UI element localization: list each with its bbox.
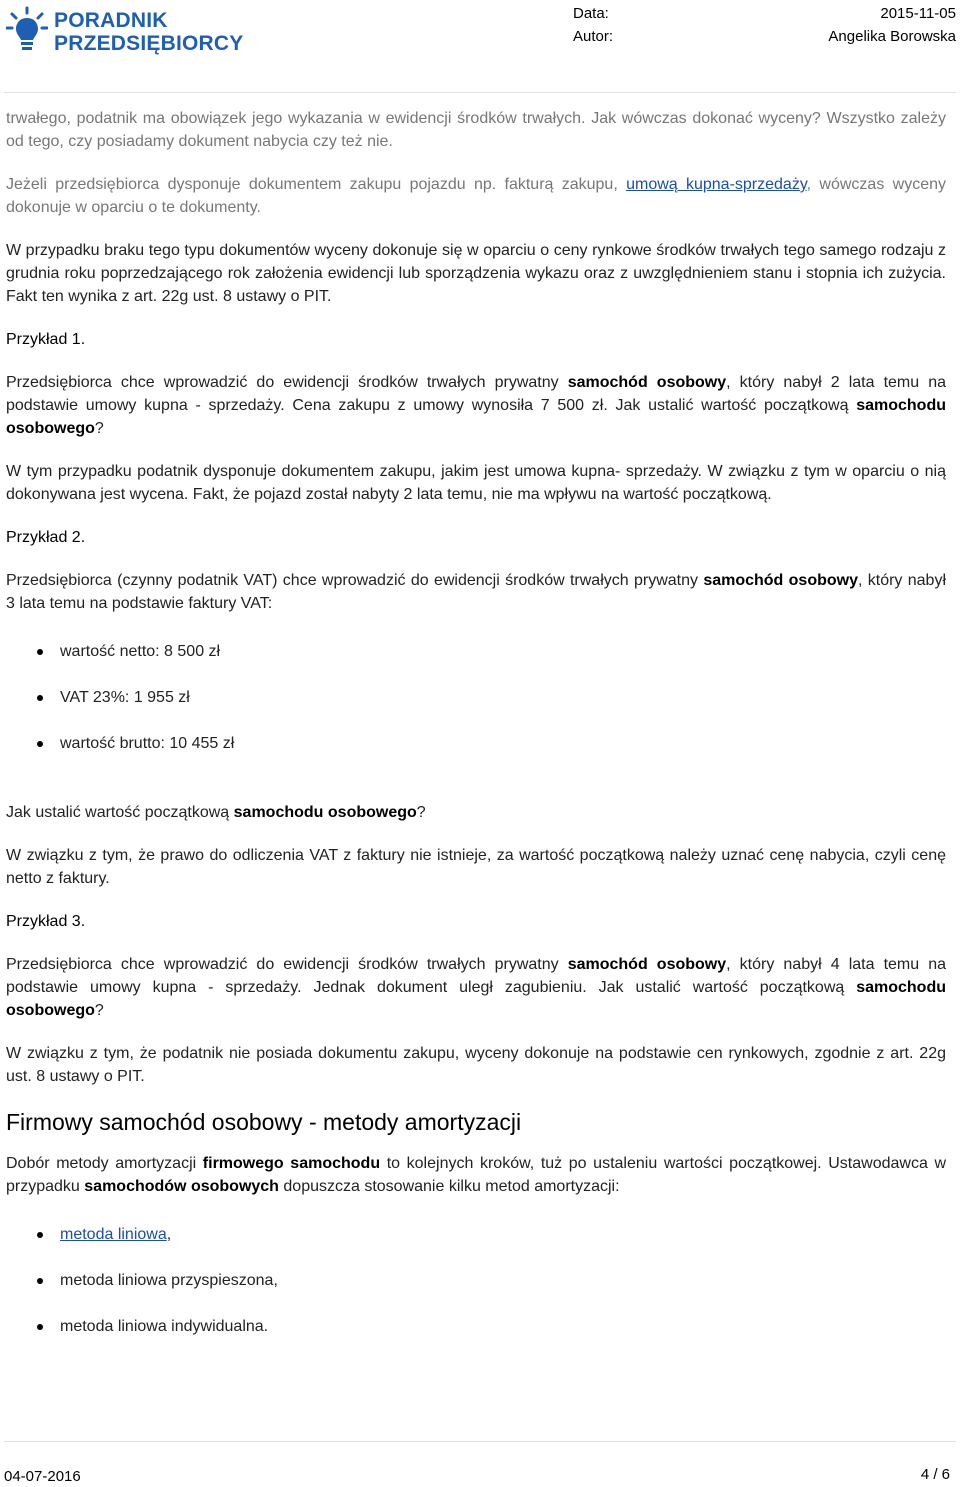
footer-divider bbox=[4, 1441, 956, 1442]
bold-text: samochód osobowy bbox=[703, 572, 858, 589]
section-heading: Firmowy samochód osobowy - metody amortyzacji bbox=[6, 1109, 522, 1135]
article-body bbox=[6, 107, 946, 1361]
list-item: metoda liniowa indywidualna. bbox=[6, 1315, 946, 1338]
page-header bbox=[0, 0, 960, 92]
text-span: , który nabył 4 lata temu na podstawie umowy kupna - sprzedaży. Jednak dokument uległ zagubieniu. Jak ustalić wartość początkową bbox=[6, 956, 947, 996]
logo-text bbox=[54, 9, 244, 55]
list-item: wartość netto: 8 500 zł bbox=[6, 640, 946, 663]
text-span: ? bbox=[416, 804, 426, 821]
text-span: Przedsiębiorca chce wprowadzić do ewidencji środków trwałych prywatny bbox=[6, 956, 568, 973]
text-span: ? bbox=[94, 420, 104, 437]
text-span: , bbox=[166, 1226, 172, 1243]
example-1-question bbox=[6, 371, 946, 440]
page-number: 4 / 6 bbox=[920, 1466, 950, 1483]
text-span: Jeżeli przedsiębiorca dysponuje dokumentem zakupu pojazdu np. fakturą zakupu, bbox=[6, 176, 627, 193]
list-item: VAT 23%: 1 955 zł bbox=[6, 686, 946, 709]
example-3-title: Przykład 3. bbox=[6, 913, 86, 930]
paragraph-market-price: W przypadku braku tego typu dokumentów wyceny dokonuje się w oparciu o ceny rynkowe środków trwałych tego samego rodzaju z grudnia roku poprzedzającego rok założenia ewidencji lub sporządzenia wykazu oraz z uwzględnieniem stanu i stopnia ich zużycia. Fakt ten wynika z art. 22g ust. 8 ustawy o PIT. bbox=[6, 242, 946, 305]
date-row bbox=[573, 2, 956, 25]
author-row bbox=[573, 25, 956, 48]
text-span: , wówczas wyceny dokonuje w oparciu o te dokumenty. bbox=[6, 176, 946, 216]
sales-contract-link[interactable]: umową kupna-sprzedaży bbox=[626, 176, 807, 193]
paragraph-intro: trwałego, podatnik ma obowiązek jego wykazania w ewidencji środków trwałych. Jak wówczas dokonać wyceny? Wszystko zależy od tego, czy posiadamy dokument nabycia czy też nie. bbox=[6, 110, 946, 150]
text-span: ? bbox=[94, 1002, 104, 1019]
example-1-answer: W tym przypadku podatnik dysponuje dokumentem zakupu, jakim jest umowa kupna- sprzedaży. W związku z tym w oparciu o nią dokonywana jest wycena. Fakt, że pojazd został nabyty 2 lata temu, nie ma wpływu na wartość początkową. bbox=[6, 463, 946, 503]
text-span: , który nabył 2 lata temu na podstawie umowy kupna - sprzedaży. Cena zakupu z umowy wynosiła 7 500 zł. Jak ustalić wartość początkową bbox=[6, 374, 947, 414]
logo-line-1: PORADNIK bbox=[54, 9, 168, 32]
lightbulb-logo-icon bbox=[6, 6, 48, 52]
paragraph-document bbox=[6, 173, 946, 219]
logo[interactable] bbox=[4, 4, 244, 60]
text-span: to kolejnych kroków, tuż po ustaleniu wartości początkowej. Ustawodawca w przypadku bbox=[6, 1155, 947, 1195]
example-2-title: Przykład 2. bbox=[6, 529, 86, 546]
logo-line-2: PRZEDSIĘBIORCY bbox=[54, 32, 244, 55]
example-2-question-2 bbox=[6, 801, 946, 824]
footer-date: 04-07-2016 bbox=[4, 1468, 81, 1485]
bold-text: samochód osobowy bbox=[567, 956, 727, 973]
example-1-title: Przykład 1. bbox=[6, 331, 86, 348]
document-meta bbox=[573, 2, 956, 48]
amortization-methods-list bbox=[6, 1223, 946, 1338]
bold-text: firmowego samochodu bbox=[202, 1155, 381, 1172]
date-label: Data: bbox=[573, 5, 609, 22]
bold-text: samochodu osobowego bbox=[6, 979, 946, 1019]
invoice-values-list bbox=[6, 640, 946, 755]
bold-text: samochodu osobowego bbox=[6, 397, 946, 437]
text-span: Dobór metody amortyzacji bbox=[6, 1155, 203, 1172]
example-3-answer: W związku z tym, że podatnik nie posiada dokumentu zakupu, wyceny dokonuje na podstawie cen rynkowych, zgodnie z art. 22g ust. 8 ustawy o PIT. bbox=[6, 1045, 946, 1085]
text-span: Jak ustalić wartość początkową bbox=[6, 804, 234, 821]
list-item: wartość brutto: 10 455 zł bbox=[6, 732, 946, 755]
bold-text: samochód osobowy bbox=[567, 374, 727, 391]
example-2-answer: W związku z tym, że prawo do odliczenia VAT z faktury nie istnieje, za wartość początkową należy uznać cenę nabycia, czyli cenę netto z faktury. bbox=[6, 847, 946, 887]
bold-text: samochodów osobowych bbox=[84, 1178, 279, 1195]
date-value: 2015-11-05 bbox=[880, 5, 956, 22]
list-item bbox=[6, 1223, 946, 1246]
example-2-question bbox=[6, 569, 946, 615]
bold-text: samochodu osobowego bbox=[233, 804, 417, 821]
header-divider bbox=[4, 92, 956, 93]
author-value: Angelika Borowska bbox=[828, 28, 956, 45]
text-span: , który nabył 3 lata temu na podstawie faktury VAT: bbox=[6, 572, 946, 612]
text-span: Przedsiębiorca chce wprowadzić do ewidencji środków trwałych prywatny bbox=[6, 374, 568, 391]
list-item: metoda liniowa przyspieszona, bbox=[6, 1269, 946, 1292]
example-3-question bbox=[6, 953, 946, 1022]
text-span: Przedsiębiorca (czynny podatnik VAT) chce wprowadzić do ewidencji środków trwałych prywatny bbox=[6, 572, 704, 589]
section-paragraph bbox=[6, 1152, 946, 1198]
author-label: Autor: bbox=[573, 28, 614, 45]
linear-method-link[interactable]: metoda liniowa bbox=[60, 1226, 167, 1243]
text-span: dopuszcza stosowanie kilku metod amortyzacji: bbox=[278, 1178, 620, 1195]
